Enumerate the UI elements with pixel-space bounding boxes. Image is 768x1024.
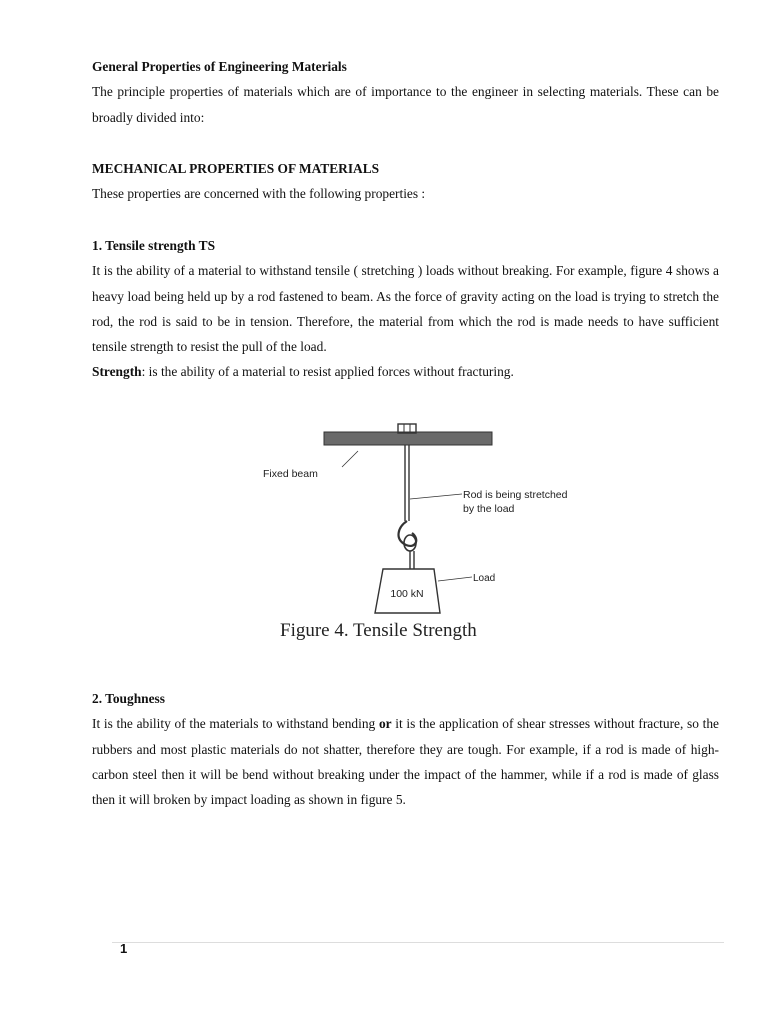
intro-paragraph: The principle properties of materials which are of importance to the engineer in selecting materials. These can be broadly divided into: [92, 84, 719, 125]
tensile-paragraph: It is the ability of a material to withstand tensile ( stretching ) loads without breaking. For example, figure 4 shows a heavy load being held up by a rod fastened to beam. As the force of gravity acting on the load is trying to stretch the rod, the rod is said to be in tension. Therefore, the material from which the rod is made needs to have sufficient tensile strength to resist the pull of the load. [92, 263, 719, 355]
load-label: Load [473, 573, 496, 584]
intro-section [92, 54, 719, 130]
tensile-heading: 1. Tensile strength TS [92, 238, 216, 253]
rod-label-line2: by the load [463, 503, 515, 515]
mechanical-paragraph: These properties are concerned with the following properties : [92, 186, 426, 202]
tensile-strength-figure [250, 415, 568, 650]
toughness-text-bold: or [378, 716, 392, 732]
toughness-section [92, 686, 719, 812]
strength-definition [92, 359, 719, 384]
page-number: 1 [120, 941, 128, 956]
hook [399, 521, 417, 546]
figure-caption: Figure 4. Tensile Strength [280, 620, 477, 641]
strength-term: Strength [92, 364, 142, 380]
rod-label-line1: Rod is being stretched [463, 489, 568, 501]
load-eye [404, 535, 416, 551]
toughness-text-post: it is the application of shear stresses without fracture, so the rubbers and most plastic materials do not shatter, therefore they are tough. For example, if a rod is made of high-carbon steel then it will be bend without breaking under the impact of the hammer, while if a rod is made of glass then it will broken by impact loading as shown in figure 5. [92, 716, 719, 808]
weight-label: 100 kN [390, 588, 424, 600]
mechanical-section [92, 156, 719, 207]
toughness-text-pre: It is the ability of the materials to withstand bending [92, 716, 379, 732]
toughness-heading: 2. Toughness [92, 691, 165, 706]
intro-heading: General Properties of Engineering Materials [92, 59, 347, 74]
strength-definition-text: : is the ability of a material to resist applied forces without fracturing. [141, 364, 514, 380]
fixed-beam [324, 432, 492, 445]
tensile-section [92, 233, 719, 385]
fixed-beam-label: Fixed beam [263, 468, 318, 480]
toughness-paragraph [92, 711, 719, 812]
footer-divider [112, 942, 724, 943]
mechanical-heading: MECHANICAL PROPERTIES OF MATERIALS [92, 161, 380, 176]
